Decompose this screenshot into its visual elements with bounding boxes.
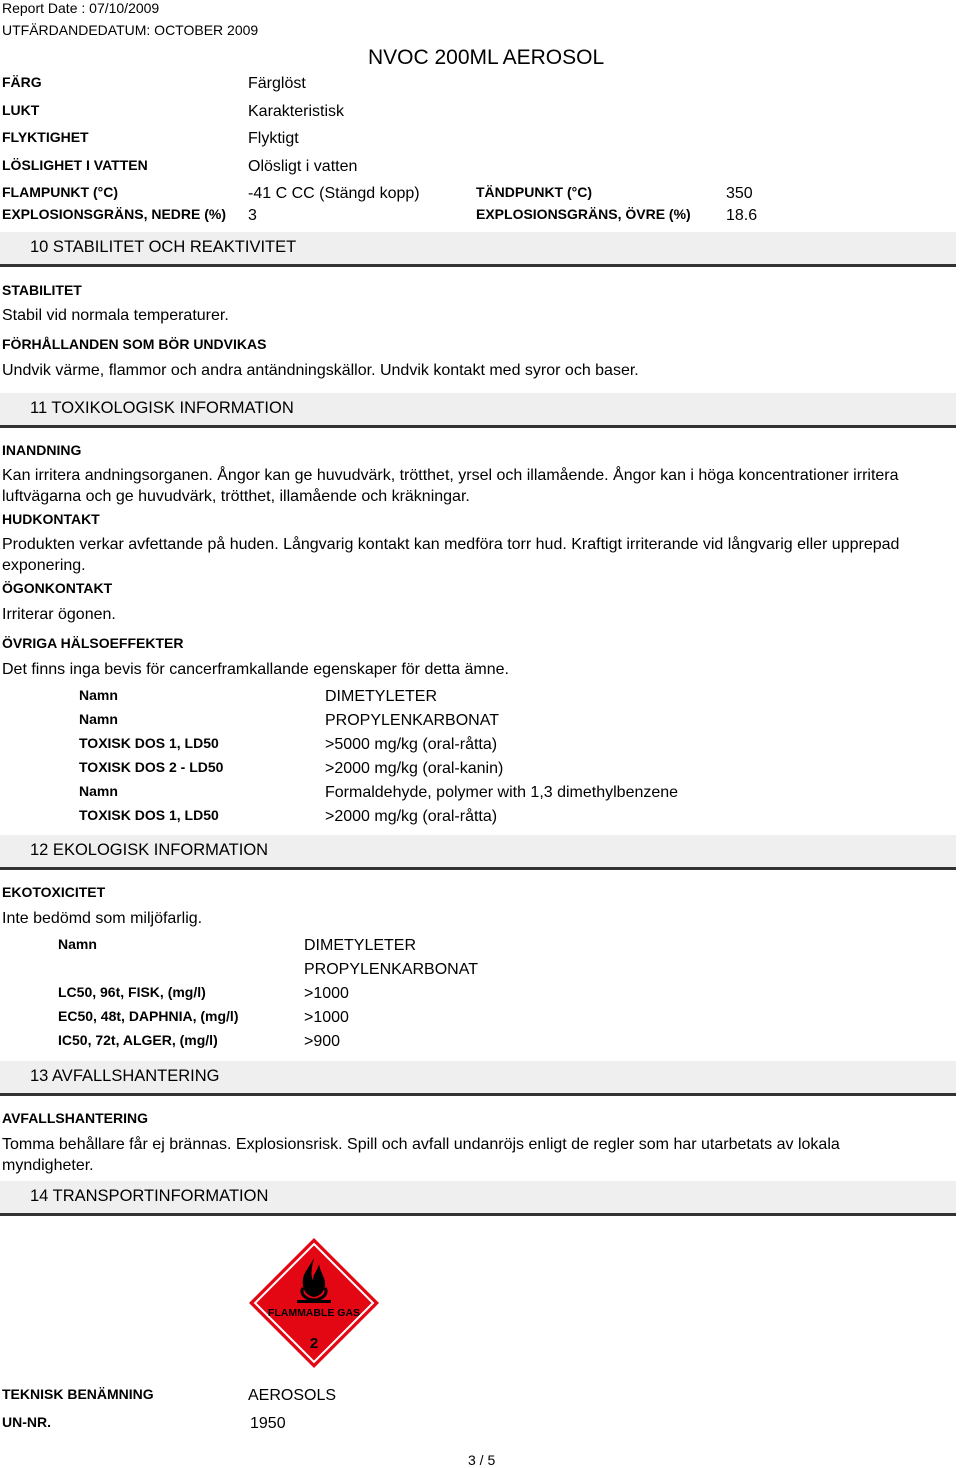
volatility-value: Flyktigt — [248, 130, 299, 147]
ecotox-text: Inte bedömd som miljöfarlig. — [2, 910, 203, 927]
section-14-header — [0, 1181, 956, 1216]
inhalation-label: INANDNING — [2, 442, 82, 458]
avoid-text: Undvik värme, flammor och andra antändningskällor. Undvik kontakt med syror och baser. — [2, 362, 639, 379]
eco-row-value: >1000 — [304, 985, 349, 1002]
tox-row-label: Namn — [79, 783, 118, 799]
section-14-title: 14 TRANSPORTINFORMATION — [30, 1187, 269, 1205]
un-number-value: 1950 — [250, 1415, 286, 1432]
other-effects-label: ÖVRIGA HÄLSOEFFEKTER — [2, 635, 184, 651]
tox-row-label: TOXISK DOS 2 - LD50 — [79, 759, 224, 775]
uel-value: 18.6 — [726, 207, 758, 224]
tox-row-value: >2000 mg/kg (oral-kanin) — [325, 760, 504, 777]
section-13-header — [0, 1061, 956, 1096]
pictogram-class: 2 — [309, 1335, 319, 1352]
odor-label: LUKT — [2, 102, 40, 118]
eco-row-value: DIMETYLETER — [304, 937, 417, 954]
tox-row-value: >5000 mg/kg (oral-råtta) — [325, 736, 498, 753]
tox-row-label: TOXISK DOS 1, LD50 — [79, 735, 219, 751]
flashpoint-value: -41 C CC (Stängd kopp) — [248, 185, 420, 202]
pictogram-text: FLAMMABLE GAS — [267, 1307, 361, 1319]
uel-label: EXPLOSIONSGRÄNS, ÖVRE (%) — [476, 206, 691, 222]
lel-label: EXPLOSIONSGRÄNS, NEDRE (%) — [2, 206, 227, 222]
eco-row-label: Namn — [58, 936, 97, 952]
section-10-title: 10 STABILITET OCH REAKTIVITET — [30, 238, 297, 256]
tox-row-value: DIMETYLETER — [325, 688, 438, 705]
stability-label: STABILITET — [2, 282, 82, 298]
skin-text: Produkten verkar avfettande på huden. Långvarig kontakt kan medföra torr hud. Kraftigt irriterande vid långvarig eller upprepad exponering. — [2, 536, 900, 574]
odor-value: Karakteristisk — [248, 103, 345, 120]
inhalation-text: Kan irritera andningsorganen. Ångor kan ge huvudvärk, trötthet, yrsel och illamående. Ångor kan i höga koncentrationer irritera luftvägarna och ge huvudvärk, trötthet, illamående och kräkningar. — [2, 467, 899, 505]
tox-row-label: Namn — [79, 687, 118, 703]
product-title: NVOC 200ML AEROSOL — [368, 46, 605, 69]
ecotox-label: EKOTOXICITET — [2, 884, 106, 900]
solubility-value: Olösligt i vatten — [248, 158, 358, 175]
eco-row-label: LC50, 96t, FISK, (mg/l) — [58, 984, 206, 1000]
section-10-header — [0, 232, 956, 267]
section-11-header — [0, 393, 956, 428]
lel-value: 3 — [248, 207, 257, 224]
report-date: Report Date : 07/10/2009 — [2, 0, 160, 16]
eco-row-label: IC50, 72t, ALGER, (mg/l) — [58, 1032, 218, 1048]
ignition-label: TÄNDPUNKT (°C) — [476, 184, 593, 200]
avoid-label: FÖRHÅLLANDEN SOM BÖR UNDVIKAS — [2, 336, 267, 352]
section-13-title: 13 AVFALLSHANTERING — [30, 1067, 220, 1085]
section-12-title: 12 EKOLOGISK INFORMATION — [30, 841, 269, 859]
solubility-label: LÖSLIGHET I VATTEN — [2, 157, 148, 173]
section-11-title: 11 TOXIKOLOGISK INFORMATION — [30, 399, 294, 417]
eco-row-label: EC50, 48t, DAPHNIA, (mg/l) — [58, 1008, 239, 1024]
skin-label: HUDKONTAKT — [2, 511, 100, 527]
technical-name-label: TEKNISK BENÄMNING — [2, 1386, 154, 1402]
disposal-label: AVFALLSHANTERING — [2, 1110, 148, 1126]
issue-date: UTFÄRDANDEDATUM: OCTOBER 2009 — [2, 22, 259, 38]
un-number-label: UN-NR. — [2, 1414, 51, 1430]
section-12-header — [0, 835, 956, 870]
color-value: Färglöst — [248, 75, 306, 92]
disposal-text: Tomma behållare får ej brännas. Explosionsrisk. Spill och avfall undanröjs enligt de regler som har utarbetats av lokala myndigheter. — [2, 1136, 840, 1174]
technical-name-value: AEROSOLS — [248, 1387, 337, 1404]
volatility-label: FLYKTIGHET — [2, 129, 89, 145]
tox-row-value: Formaldehyde, polymer with 1,3 dimethylbenzene — [325, 784, 679, 801]
flashpoint-label: FLAMPUNKT (°C) — [2, 184, 119, 200]
eye-text: Irriterar ögonen. — [2, 606, 116, 623]
flammable-gas-diamond-icon — [247, 1236, 381, 1370]
ignition-value: 350 — [726, 185, 753, 202]
eye-label: ÖGONKONTAKT — [2, 580, 113, 596]
tox-row-value: >2000 mg/kg (oral-råtta) — [325, 808, 498, 825]
tox-row-label: Namn — [79, 711, 118, 727]
eco-row-value: PROPYLENKARBONAT — [304, 961, 478, 978]
other-effects-text: Det finns inga bevis för cancerframkallande egenskaper för detta ämne. — [2, 661, 509, 678]
page-number: 3 / 5 — [468, 1452, 496, 1468]
tox-row-value: PROPYLENKARBONAT — [325, 712, 499, 729]
tox-row-label: TOXISK DOS 1, LD50 — [79, 807, 219, 823]
eco-row-value: >1000 — [304, 1009, 349, 1026]
color-label: FÄRG — [2, 74, 42, 90]
stability-text: Stabil vid normala temperaturer. — [2, 307, 229, 324]
eco-row-value: >900 — [304, 1033, 341, 1050]
